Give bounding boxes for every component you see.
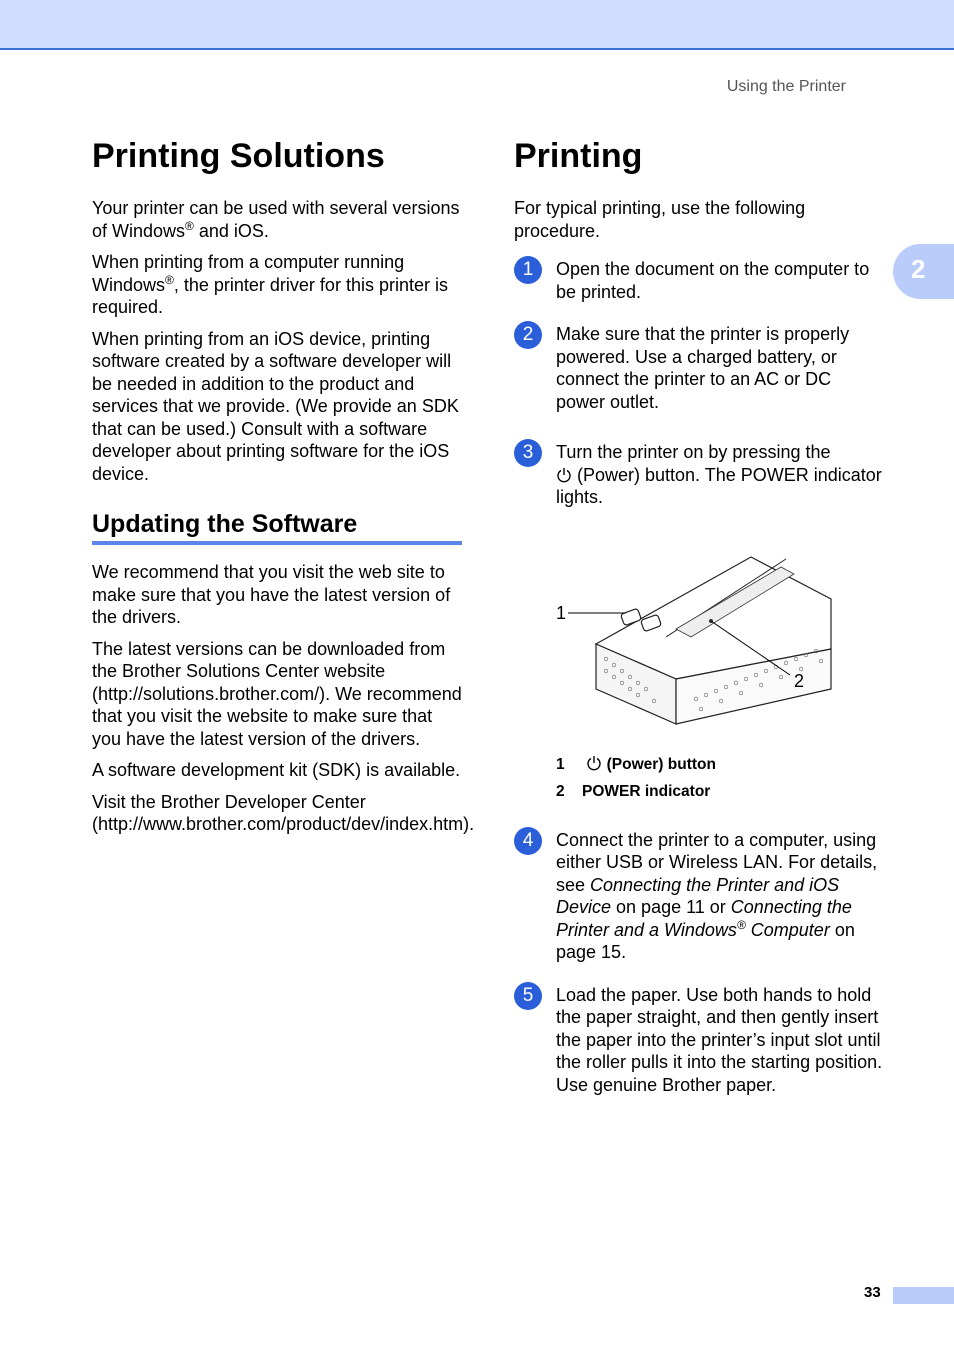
step-number-badge: 2 [514, 321, 542, 349]
chapter-tab [893, 244, 954, 299]
cross-reference: Connecting the Printer and iOS Device [556, 874, 840, 918]
step-number-badge: 5 [514, 982, 542, 1010]
left-column [92, 137, 475, 845]
step-4 [514, 829, 884, 964]
paragraph: A software development kit (SDK) is available. [92, 760, 461, 781]
chapter-number: 2 [911, 254, 926, 284]
step-number-badge: 3 [514, 439, 542, 467]
step-text: Turn the printer on by pressing the (Power) button. The POWER indicator lights. [556, 442, 882, 508]
step-text: Open the document on the computer to be printed. [556, 259, 870, 302]
step-3 [514, 441, 884, 509]
section-title-printing-solutions: Printing Solutions [92, 137, 385, 175]
paragraph: When printing from a computer running Windows®, the printer driver for this printer is required. [92, 252, 448, 318]
paragraph: Your printer can be used with several versions of Windows® and iOS. [92, 198, 460, 241]
step-5 [514, 984, 884, 1097]
page-number: 33 [864, 1284, 881, 1301]
step-number-badge: 1 [514, 256, 542, 284]
callout-2: 2 [794, 670, 805, 691]
section-title-printing: Printing [514, 137, 643, 175]
running-header: Using the Printer [726, 78, 846, 95]
intro-paragraph: For typical printing, use the following procedure. [514, 198, 806, 241]
step-text: Connect the printer to a computer, using either USB or Wireless LAN. For details, see Connecting the Printer and iOS Device on page 11 or Connecting the Printer and a Windows® Computer on page 15. [556, 829, 878, 963]
paragraph: The latest versions can be downloaded from the Brother Solutions Center website (http://solutions.brother.com/). We recommend that you visit the website to make sure that you have the latest version of the drivers. [92, 638, 462, 749]
step-2 [514, 323, 884, 413]
legend-item: 2 POWER indicator [556, 782, 711, 800]
paragraph: We recommend that you visit the web site to make sure that you have the latest version of the drivers. [92, 562, 451, 628]
step-text: Load the paper. Use both hands to hold the paper straight, and then gently insert the paper into the printer’s input slot until the roller pulls it into the starting position. Use genuine Brother paper. [556, 984, 883, 1095]
power-icon [586, 755, 602, 771]
step-1 [514, 258, 884, 303]
figure-legend [556, 755, 884, 811]
cross-reference: Connecting the Printer and a Windows® Computer [556, 897, 852, 940]
paragraph: Visit the Brother Developer Center (http://www.brother.com/product/dev/index.htm). [92, 791, 475, 835]
power-icon [556, 467, 572, 483]
top-banner [0, 0, 954, 50]
page-number-bar [893, 1287, 954, 1304]
paragraph: When printing from an iOS device, printing software created by a software developer will be needed in addition to the product and services that we provide. (We provide an SDK that can be used.) Consult with a software developer about printing software for the iOS device. [92, 328, 459, 484]
step-text: Make sure that the printer is properly powered. Use a charged battery, or connect the printer to an AC or DC power outlet. [556, 324, 850, 412]
right-column [514, 138, 884, 1116]
subsection-title-updating-software: Updating the Software [92, 509, 462, 545]
printer-illustration [556, 529, 886, 739]
step-number-badge: 4 [514, 827, 542, 855]
legend-item: 1 (Power) button [556, 755, 716, 773]
callout-1: 1 [556, 602, 567, 623]
printer-drawing [556, 529, 886, 739]
